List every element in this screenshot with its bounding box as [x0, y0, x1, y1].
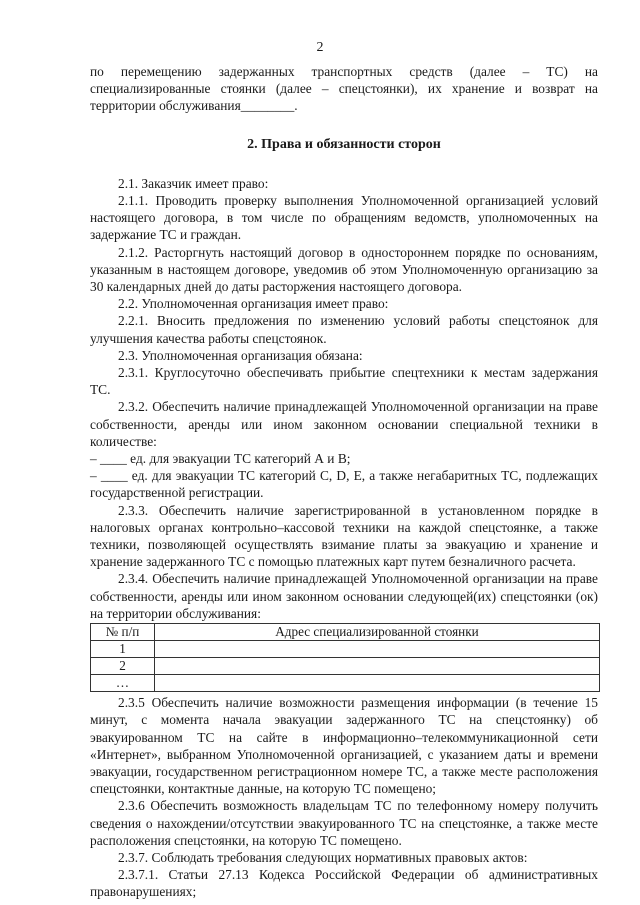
table-cell-number: 1 [91, 641, 155, 658]
paragraph-2-3-5: 2.3.5 Обеспечить наличие возможности размещения информации (в течение 15 минут, с момента начала эвакуации задержанного ТС на спецстоянку) об эвакуированном ТС на сайте в информационно–телекоммуникационной сети «Интернет», выбранном Уполномоченной организацией, с указанием даты и времени эвакуации, государственном регистрационном номере ТС, а также месте расположения спецстоянки, контактные данные, на которую ТС помещено; [90, 695, 598, 797]
paragraph-2-3-2: 2.3.2. Обеспечить наличие принадлежащей Уполномоченной организации на праве собственности, аренды или ином законном основании специальной техники в количестве: [90, 399, 598, 449]
dash-item: – ____ ед. для эвакуации ТС категорий C, D, E, а также негабаритных ТС, подлежащих государственной регистрации. [90, 468, 598, 501]
paragraph-2-1: 2.1. Заказчик имеет право: [118, 175, 269, 191]
paragraph-2-1-1: 2.1.1. Проводить проверку выполнения Уполномоченной организацией условий настоящего договора, в том числе по обращениям ведомств, уполномоченных на задержание ТС и граждан. [90, 193, 598, 243]
paragraph-2-3-3: 2.3.3. Обеспечить наличие зарегистрированной в установленном порядке в налоговых органах контрольно–кассовой техники на каждой спецстоянке, а также техники, позволяющей осуществлять взимание платы за эвакуацию и хранение и хранение задержанного ТС с помощью платежных карт путем безналичного расчета. [90, 502, 598, 570]
table-header-address: Адрес специализированной стоянки [155, 624, 600, 641]
table-cell-address [155, 641, 600, 658]
table-header-number: № п/п [91, 624, 155, 641]
paragraph-2-2: 2.2. Уполномоченная организация имеет право: [118, 296, 389, 312]
parking-address-table [90, 623, 600, 692]
dash-item: – ____ ед. для эвакуации ТС категорий А и В; [90, 451, 351, 467]
paragraph-2-3: 2.3. Уполномоченная организация обязана: [118, 347, 363, 363]
table-row [91, 658, 600, 675]
table-cell-number: … [91, 675, 155, 692]
table-cell-number: 2 [91, 658, 155, 675]
page-number: 2 [316, 40, 324, 55]
table-cell-address [155, 675, 600, 692]
paragraph-2-3-6: 2.3.6 Обеспечить возможность владельцам ТС по телефонному номеру получить сведения о нахождении/отсутствии эвакуированного ТС на спецстоянке, а также месте расположения спецстоянки, на которую ТС помещено. [90, 798, 598, 848]
document-body [90, 63, 598, 901]
section-title: 2. Права и обязанности сторон [247, 136, 441, 152]
intro-paragraph: по перемещению задержанных транспортных средств (далее – ТС) на специализированные стоянки (далее – спецстоянки), их хранение и возврат на территории обслуживания________. [90, 64, 598, 114]
table-row [91, 641, 600, 658]
paragraph-2-2-1: 2.2.1. Вносить предложения по изменению условий работы спецстоянок для улучшения качества работы спецстоянок. [90, 313, 598, 346]
paragraph-2-3-4: 2.3.4. Обеспечить наличие принадлежащей Уполномоченной организации на праве собственности, аренды или ином законном основании следующей(их) спецстоянки (ок) на территории обслуживания: [90, 571, 598, 621]
paragraph-2-3-7: 2.3.7. Соблюдать требования следующих нормативных правовых актов: [118, 849, 528, 865]
table-header-row [91, 624, 600, 641]
table-cell-address [155, 658, 600, 675]
paragraph-2-1-2: 2.1.2. Расторгнуть настоящий договор в одностороннем порядке по основаниям, указанным в настоящем договоре, уведомив об этом Уполномоченную организацию за 30 календарных дней до даты расторжения настоящего договора. [90, 244, 598, 295]
table-row [91, 675, 600, 692]
paragraph-2-3-7-1: 2.3.7.1. Статьи 27.13 Кодекса Российской Федерации об административных правонарушениях; [90, 867, 598, 900]
paragraph-2-3-1: 2.3.1. Круглосуточно обеспечивать прибытие спецтехники к местам задержания ТС. [90, 365, 598, 398]
